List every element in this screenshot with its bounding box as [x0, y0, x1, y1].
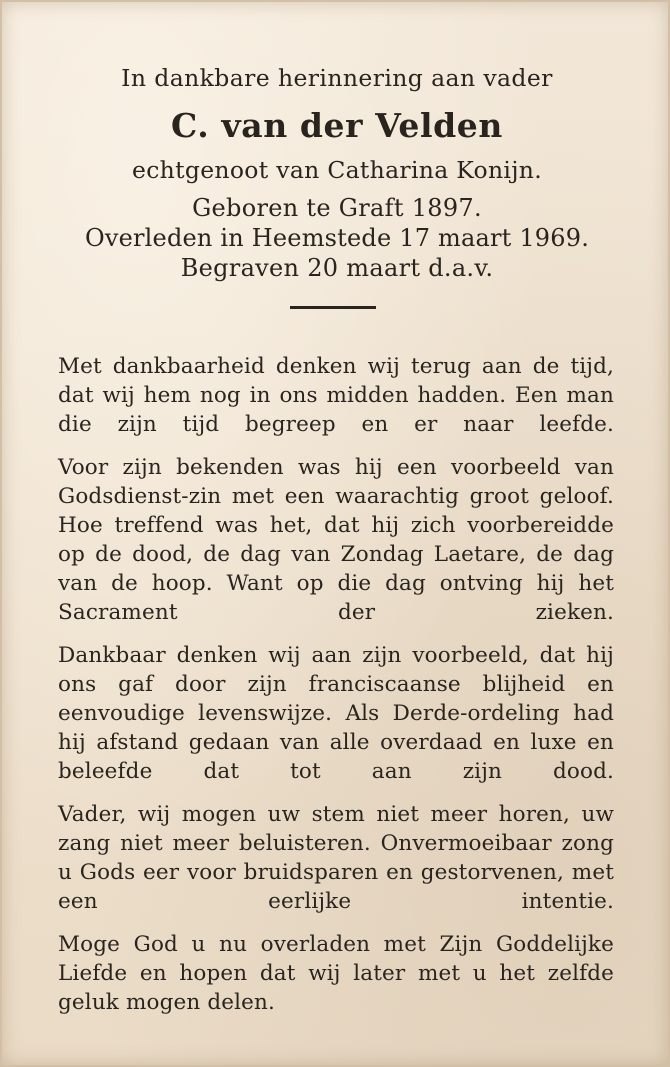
memorial-text	[58, 352, 614, 1031]
paragraph-faith: Voor zijn bekenden was hij een voorbeeld van Godsdienst-zin met een waarachtig groot geloof. Hoe treffend was het, dat hij zich voorbereidde op de dood, de dag van Zondag Laetare, de dag van de hoop. Want op die dag ontving hij het Sacrament der zieken.	[58, 455, 614, 625]
deceased-name: C. van der Velden	[170, 106, 503, 145]
death-line: Overleden in Heemstede 17 maart 1969.	[84, 224, 590, 252]
spouse-line: echtgenoot van Catharina Konijn.	[132, 156, 542, 184]
paragraph-blessing: Moge God u nu overladen met Zijn Goddelijke Liefde en hopen dat wij later met u het zelfde geluk mogen delen.	[58, 932, 614, 1015]
paragraph-voice: Vader, wij mogen uw stem niet meer horen, uw zang niet meer beluisteren. Onvermoeibaar zong u Gods eer voor bruidsparen en gestorvenen, met een eerlijke intentie.	[58, 802, 614, 914]
divider-rule	[290, 306, 376, 309]
birth-line: Geboren te Graft 1897.	[192, 194, 482, 222]
intro-line: In dankbare herinnering aan vader	[121, 64, 553, 92]
burial-line: Begraven 20 maart d.a.v.	[180, 254, 494, 282]
paragraph-gratitude: Met dankbaarheid denken wij terug aan de tijd, dat wij hem nog in ons midden hadden. Een man die zijn tijd begreep en er naar leefde.	[58, 354, 614, 437]
paragraph-example: Dankbaar denken wij aan zijn voorbeeld, dat hij ons gaf door zijn franciscaanse blijheid en eenvoudige levenswijze. Als Derde-ordeling had hij afstand gedaan van alle overdaad en luxe en beleefde dat tot aan zijn dood.	[58, 643, 614, 784]
